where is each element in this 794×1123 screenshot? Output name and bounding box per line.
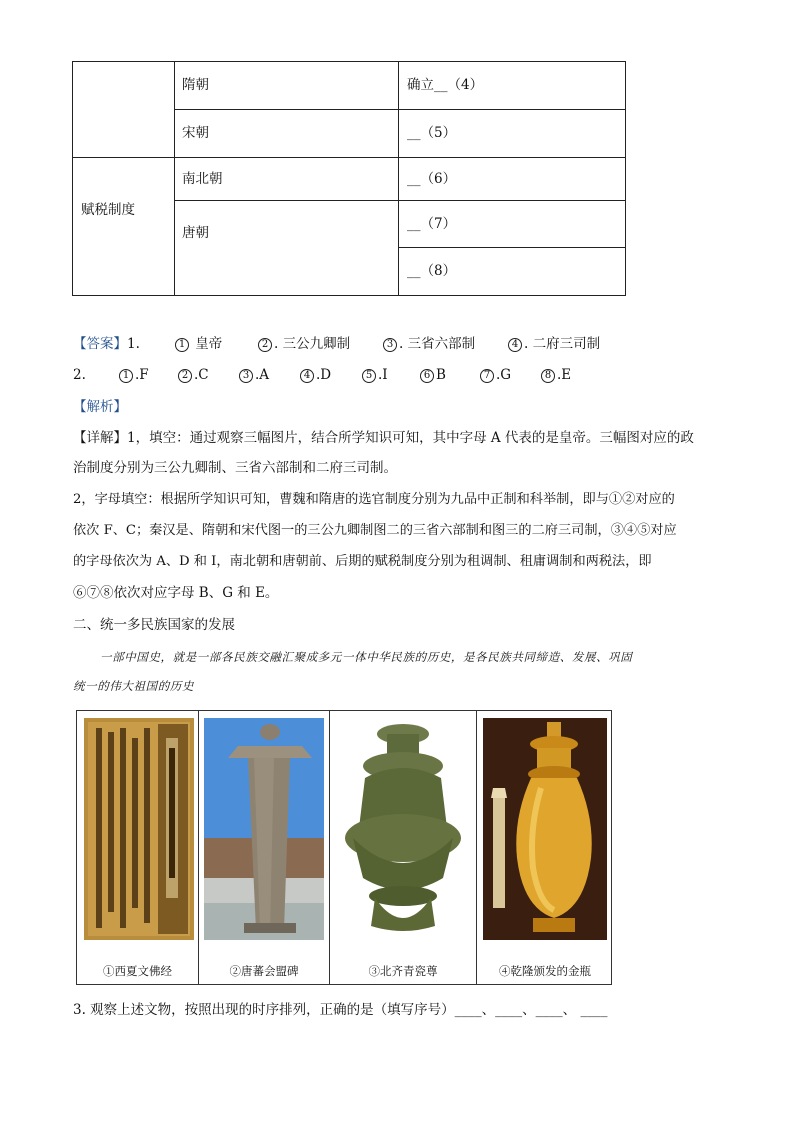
celadon-vessel-image: [335, 718, 471, 940]
dynasty-cell: 南北朝: [182, 171, 223, 187]
answer-label: 【答案】: [73, 336, 127, 352]
artifacts-figure: [76, 710, 612, 985]
content-cell: __（7）: [407, 216, 457, 232]
dynasty-cell: 宋朝: [182, 125, 209, 141]
analysis-text: 2，字母填空：根据所学知识可知，曹魏和隋唐的选官制度分别为九品中正制和科举制，即与①②对应的: [73, 492, 675, 507]
stele-image: [204, 718, 324, 940]
answer-item: 5 .I: [362, 365, 388, 385]
analysis-text: 治制度分别为三公九卿制、三省六部制和二府三司制。: [73, 460, 397, 476]
answer-line-1: [73, 334, 140, 354]
answer-item: 8 .E: [541, 365, 571, 385]
answer-line-2: 2.: [73, 367, 86, 383]
artifact-caption: ④乾隆颁发的金瓶: [499, 964, 591, 978]
answer-item: 2 .C: [178, 365, 209, 385]
answer-item: 3 . 三省六部制: [383, 334, 475, 354]
content-cell: __（6）: [407, 171, 457, 187]
category-cell: 赋税制度: [81, 202, 135, 218]
dynasty-cell: 隋朝: [182, 77, 209, 93]
question-number: 1.: [127, 336, 140, 352]
analysis-label: 【解析】: [73, 399, 127, 415]
answer-item: 1 皇帝: [175, 334, 222, 354]
answer-item: 6 B: [420, 365, 446, 385]
circled-number: 1: [175, 338, 189, 352]
circled-number: 4: [508, 338, 522, 352]
analysis-text: 依次 F、C；秦汉是、隋朝和宋代图一的三公九卿制图二的三省六部制和图三的二府三司制，③④⑤对应: [73, 523, 677, 538]
answer-item: 2 . 三公九卿制: [258, 334, 350, 354]
scripture-image: [84, 718, 194, 940]
content-cell: __（5）: [407, 125, 457, 141]
content-cell: __（8）: [407, 263, 457, 279]
answer-item: 4 .D: [300, 365, 331, 385]
artifact-caption: ③北齐青瓷尊: [368, 964, 438, 978]
answer-item: 1 .F: [119, 365, 149, 385]
analysis-text: 的字母依次为 A、D 和 I，南北朝和唐朝前、后期的赋税制度分别为租调制、租庸调制和两税法，即: [73, 554, 652, 569]
section-heading: 二、统一多民族国家的发展: [73, 617, 235, 633]
content-cell: 确立__（4）: [407, 77, 484, 93]
golden-vase-image: [483, 718, 607, 940]
answer-item: 3 .A: [239, 365, 269, 385]
quote-line: 一部中国史，就是一部各民族交融汇聚成多元一体中华民族的历史，是各民族共同缔造、发展、巩固: [100, 650, 633, 664]
artifact-caption: ②唐蕃会盟碑: [229, 964, 299, 978]
institutions-table: [72, 61, 626, 296]
quote-line: 统一的伟大祖国的历史: [73, 679, 194, 693]
question-3: 3. 观察上述文物，按照出现的时序排列，正确的是（填写序号）____、____、____、 ____: [73, 1002, 608, 1018]
circled-number: 3: [383, 338, 397, 352]
analysis-paragraph-1: 【详解】1，填空：通过观察三幅图片，结合所学知识可知，其中字母 A 代表的是皇帝。三幅图对应的政: [73, 430, 694, 446]
answer-item: 4 . 二府三司制: [508, 334, 600, 354]
circled-number: 2: [258, 338, 272, 352]
answer-item: 7 .G: [480, 365, 511, 385]
artifact-caption: ①西夏文佛经: [103, 964, 172, 978]
analysis-text: ⑥⑦⑧依次对应字母 B、G 和 E。: [73, 585, 279, 601]
dynasty-cell: 唐朝: [182, 225, 209, 241]
